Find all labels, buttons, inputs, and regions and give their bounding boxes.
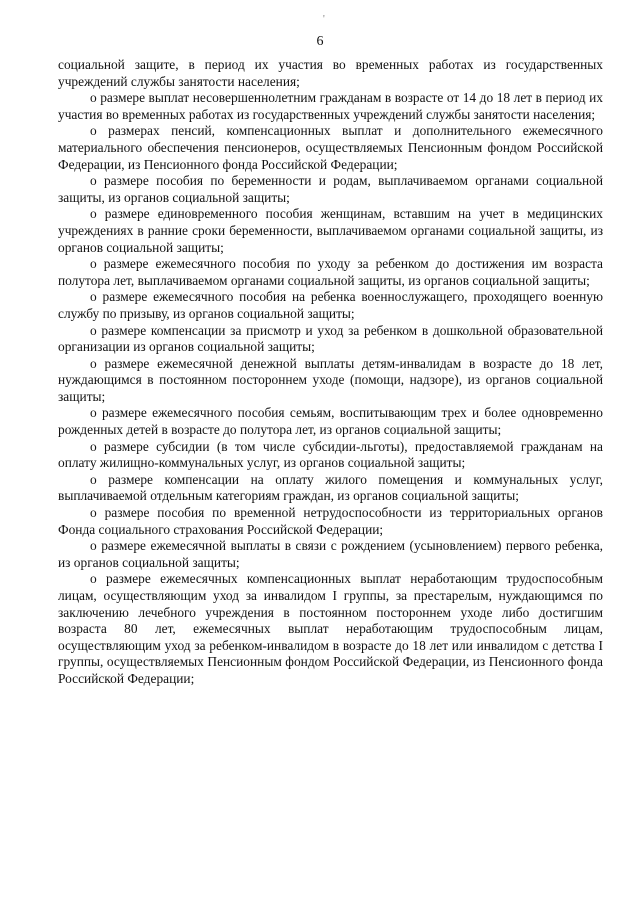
paragraph: о размере субсидии (в том числе субсидии-льготы), предоставляемой гражданам на оплату жилищно-коммунальных услуг, из органов социальной защиты; <box>58 438 603 471</box>
paragraph: о размере ежемесячных компенсационных выплат неработающим трудоспособным лицам, осуществляющим уход за инвалидом I группы, за престарелым, нуждающимся по заключению лечебного учреждения в постоянном постороннем уходе либо достигшим возраста 80 лет, ежемесячных выплат неработающим трудоспособным лицам, осуществляющим уход за ребенком-инвалидом в возрасте до 18 лет или инвалидом с детства I группы, осуществляемых Пенсионным фондом Российской Федерации, из Пенсионного фонда Российской Федерации; <box>58 571 603 686</box>
paragraph: о размере ежемесячной выплаты в связи с рождением (усыновлением) первого ребенка, из органов социальной защиты; <box>58 538 603 570</box>
paragraph: социальной защите, в период их участия во временных работах из государственных учреждений службы занятости населения; <box>58 57 603 89</box>
scan-mark: ' <box>323 14 325 25</box>
paragraph: о размере ежемесячного пособия по уходу за ребенком до достижения им возраста полутора лет, выплачиваемом органами социальной защиты, из органов социальной защиты; <box>58 256 603 288</box>
paragraph: о размере единовременного пособия женщинам, вставшим на учет в медицинских учреждениях в ранние сроки беременности, выплачиваемом органами социальной защиты, из органов социальной защиты; <box>58 206 603 255</box>
page-number: 6 <box>316 34 324 49</box>
paragraph: о размере ежемесячного пособия семьям, воспитывающим трех и более одновременно рожденных детей в возрасте до полутора лет, из органов социальной защиты; <box>58 405 603 438</box>
document-body <box>58 57 603 688</box>
paragraph: о размере пособия по временной нетрудоспособности из территориальных органов Фонда социального страхования Российской Федерации; <box>58 505 603 537</box>
paragraph: о размере ежемесячной денежной выплаты детям-инвалидам в возрасте до 18 лет, нуждающимся в постоянном постороннем уходе (помощи, надзоре), из органов социальной защиты; <box>58 355 603 404</box>
paragraph: о размере ежемесячного пособия на ребенка военнослужащего, проходящего военную службу по призыву, из органов социальной защиты; <box>58 289 603 321</box>
paragraph: о размерах пенсий, компенсационных выплат и дополнительного ежемесячного материального обеспечения пенсионеров, осуществляемых Пенсионным фондом Российской Федерации, из Пенсионного фонда Российской Федерации; <box>58 123 603 172</box>
paragraph: о размере компенсации за присмотр и уход за ребенком в дошкольной образовательной организации из органов социальной защиты; <box>58 322 603 355</box>
paragraph: о размере выплат несовершеннолетним гражданам в возрасте от 14 до 18 лет в период их участия во временных работах из государственных учреждений службы занятости населения; <box>58 90 603 122</box>
paragraph: о размере компенсации на оплату жилого помещения и коммунальных услуг, выплачиваемой отдельным категориям граждан, из органов социальной защиты; <box>58 471 603 504</box>
paragraph: о размере пособия по беременности и родам, выплачиваемом органами социальной защиты, из органов социальной защиты; <box>58 173 603 205</box>
